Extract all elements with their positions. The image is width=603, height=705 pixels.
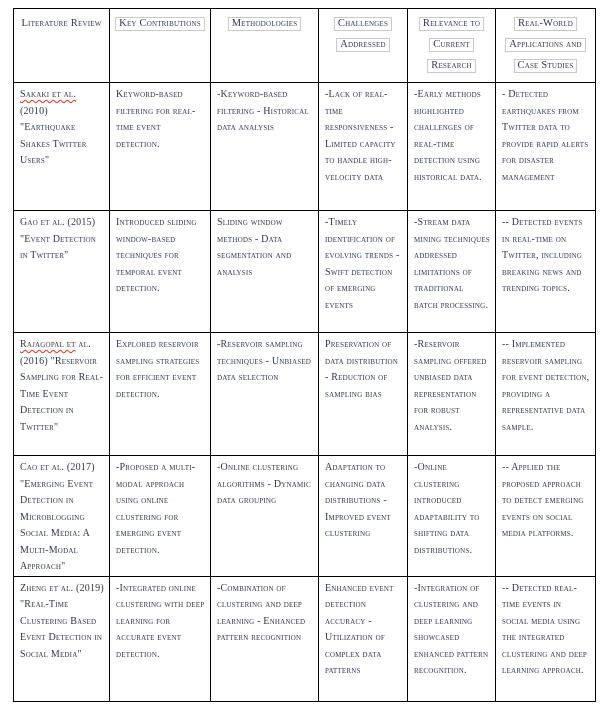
table-cell-r5c3: -Combination of clustering and deep learning - Enhanced pattern recognition [211,576,319,701]
table-cell-r3c4: Preservation of data distribution - Reduction of sampling bias [319,333,408,456]
table-cell-r3c2: Explored reservoir sampling strategies for efficient event detection. [110,333,211,456]
column-header-methodologies [211,9,319,83]
table-cell-r4c4: Adaptation to changing data distributions - Improved event clustering [319,456,408,577]
table-cell-r5c4: Enhanced event detection accuracy - Utilization of complex data patterns [319,576,408,701]
table-cell-r1c6: - Detected earthquakes from Twitter data to provide rapid alerts for disaster management [496,83,596,211]
table-cell-r4c1: Cao et al. (2017) "Emerging Event Detection in Microblogging Social Media: A Multi-Modal Approach" [14,456,110,577]
column-header-label: Literature Review [21,18,102,29]
table-cell-r3c5: -Reservoir sampling offered unbiased data representation for robust analysis. [408,333,496,456]
table-row [14,211,596,333]
table-cell-r1c4: -Lack of real-time responsiveness - Limited capacity to handle high-velocity data [319,83,408,211]
table-cell-r3c1: Rajagopal et al. (2016) "Reservoir Sampling for Real-Time Event Detection in Twitter" [14,333,110,456]
table-cell-r2c4: -Timely identification of evolving trends - Swift detection of emerging events [319,211,408,333]
column-header-label: Key Contributions [115,17,205,31]
table-row [14,333,596,456]
table-cell-r5c1: Zheng et al. (2019) "Real-Time Clustering Based Event Detection in Social Media" [14,576,110,701]
table-row [14,83,596,211]
table-cell-r1c2: Keyword-based filtering for real-time event detection. [110,83,211,211]
table-cell-r2c1: Gao et al. (2015) "Event Detection in Twitter" [14,211,110,333]
column-header-key-contributions [110,9,211,83]
column-header-real-world-applications [496,9,596,83]
column-header-label: Methodologies [228,17,302,31]
misspelled-text: Rajagopal et [20,339,76,350]
table-cell-r4c2: -Proposed a multi-modal approach using online clustering for emerging event detection. [110,456,211,577]
column-header-label: Relevance to Current Research [419,17,484,73]
table-cell-r4c3: -Online clustering algorithms - Dynamic data grouping [211,456,319,577]
column-header-literature-review [14,9,110,83]
table-cell-r4c5: -Online clustering introduced adaptability to shifting data distributions. [408,456,496,577]
header-row [14,9,596,83]
table-cell-r1c1: Sakaki et al. (2010) "Earthquake Shakes Twitter Users" [14,83,110,211]
table-row [14,576,596,701]
literature-review-table [13,8,596,702]
column-header-label: Challenges Addressed [334,17,392,52]
table-cell-r4c6: -- Applied the proposed approach to detect emerging events on social media platforms. [496,456,596,577]
table-row [14,456,596,577]
table-cell-r5c6: -- Detected real-time events in social media using the integrated clustering and deep learning approach. [496,576,596,701]
table-cell-r5c2: -Integrated online clustering with deep learning for accurate event detection. [110,576,211,701]
column-header-challenges-addressed [319,9,408,83]
table-cell-r2c3: Sliding window methods - Data segmentation and analysis [211,211,319,333]
table-cell-r2c6: -- Detected events in real-time on Twitter, including breaking news and trending topics. [496,211,596,333]
table-cell-r3c6: -- Implemented reservoir sampling for event detection, providing a representative data sample. [496,333,596,456]
column-header-label: Real-World Applications and Case Studies [505,17,586,73]
table-cell-r2c2: Introduced sliding window-based techniques for temporal event detection. [110,211,211,333]
table-cell-r1c5: -Early methods highlighted challenges of real-time detection using historical data. [408,83,496,211]
table-cell-r1c3: -Keyword-based filtering - Historical data analysis [211,83,319,211]
table-cell-r5c5: -Integration of clustering and deep learning showcased enhanced pattern recognition. [408,576,496,701]
misspelled-text: Sakaki et al. [20,89,77,100]
table-cell-r2c5: -Stream data mining techniques addressed limitations of traditional batch processing. [408,211,496,333]
table-cell-r3c3: -Reservoir sampling techniques - Unbiased data selection [211,333,319,456]
column-header-relevance-to-current-research [408,9,496,83]
